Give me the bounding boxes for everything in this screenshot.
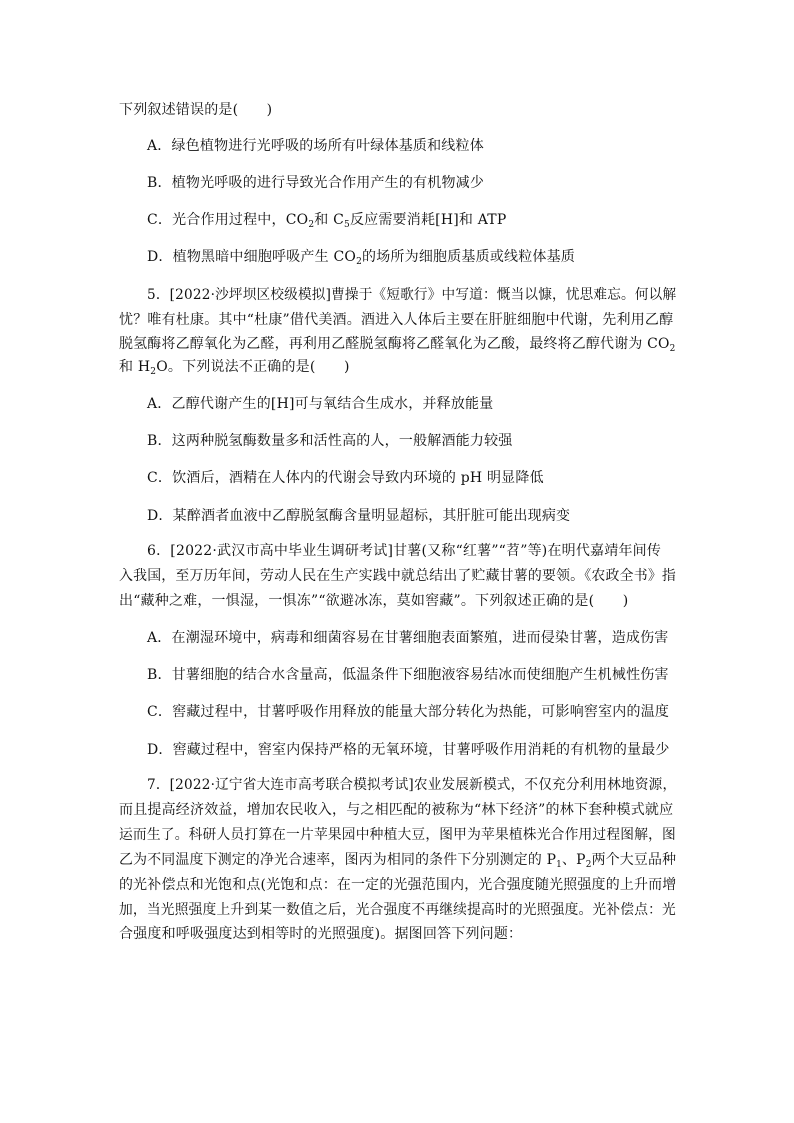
q5-stem-line4-sub: 2 bbox=[150, 367, 157, 377]
q5-stem-line1: 5．[2022·沙坪坝区校级模拟]曹操于《短歌行》中写道：慨当以慷，忧思难忘。何以解 bbox=[147, 287, 677, 303]
q4-option-d-text-2: 的场所为细胞质基质或线粒体基质 bbox=[362, 249, 576, 265]
q6-option-b: B．甘薯细胞的结合水含量高，低温条件下细胞液容易结冰而使细胞产生机械性伤害 bbox=[147, 667, 669, 683]
q5-stem-line3 bbox=[119, 335, 676, 353]
q6-stem-line1: 6．[2022·武汉市高中毕业生调研考试]甘薯(又称“红薯”“苕”等)在明代嘉靖年间传 bbox=[147, 543, 662, 559]
q4-option-d-sub: 2 bbox=[356, 257, 363, 267]
q5-stem-line4 bbox=[119, 358, 350, 376]
q4-option-d bbox=[147, 248, 575, 266]
q7-stem-line2: 而且提高经济效益，增加农民收入，与之相匹配的被称为“林下经济”的林下套种模式就应 bbox=[119, 802, 674, 818]
q4-option-c-text-3: 反应需要消耗[H]和 ATP bbox=[349, 212, 507, 228]
q4-option-d-text-1: D．植物黑暗中细胞呼吸产生 CO bbox=[147, 249, 357, 265]
q4-option-b: B．植物光呼吸的进行导致光合作用产生的有机物减少 bbox=[147, 175, 485, 191]
q6-option-d: D．窖藏过程中，窖室内保持严格的无氧环境，甘薯呼吸作用消耗的有机物的量最少 bbox=[147, 742, 670, 758]
q6-stem-line2: 入我国，至万历年间，劳动人民在生产实践中就总结出了贮藏甘薯的要领。《农政全书》指 bbox=[119, 568, 677, 584]
q7-stem-line4-text-2: 、P bbox=[562, 852, 586, 868]
q7-stem-line4-sub-2: 2 bbox=[585, 860, 592, 870]
q7-stem-line4-text-1: 乙为不同温度下测定的净光合速率，图丙为相同的条件下分别测定的 P bbox=[119, 852, 557, 868]
q5-stem-line3-sub: 2 bbox=[669, 344, 676, 354]
q5-option-a: A．乙醇代谢产生的[H]可与氧结合生成水，并释放能量 bbox=[147, 396, 494, 412]
q5-option-c: C．饮酒后，酒精在人体内的代谢会导致内环境的 pH 明显降低 bbox=[147, 470, 544, 486]
q6-option-c: C．窖藏过程中，甘薯呼吸作用释放的能量大部分转化为热能，可影响窖室内的温度 bbox=[147, 704, 670, 720]
q6-option-a: A．在潮湿环境中，病毒和细菌容易在甘薯细胞表面繁殖，进而侵染甘薯，造成伤害 bbox=[147, 630, 669, 646]
q7-stem-line1: 7．[2022·辽宁省大连市高考联合模拟考试]农业发展新模式，不仅充分利用林地资源， bbox=[147, 777, 677, 793]
q7-stem-line6: 加，当光照强度上升到某一数值之后，光合强度不再继续提高时的光照强度。光补偿点：光 bbox=[119, 902, 676, 918]
q5-stem-line4-text-2: O。下列说法不正确的是( ) bbox=[156, 359, 350, 375]
q4-option-c-sub-1: 2 bbox=[308, 220, 315, 230]
q5-stem-line2: 忧？唯有杜康。其中“杜康”借代美酒。酒进入人体后主要在肝脏细胞中代谢，先利用乙醇 bbox=[119, 312, 674, 328]
q5-stem-line3-text: 脱氢酶将乙醇氧化为乙醛，再利用乙醛脱氢酶将乙醛氧化为乙酸，最终将乙醇代谢为 CO bbox=[119, 336, 670, 352]
q5-option-b: B．这两种脱氢酶数量多和活性高的人，一般解酒能力较强 bbox=[147, 433, 513, 449]
q6-stem-line3: 出“藏种之难，一惧湿，一惧冻”“欲避冰冻，莫如窖藏”。下列叙述正确的是( ) bbox=[119, 593, 629, 609]
q5-stem-line4-text-1: 和 H bbox=[119, 359, 151, 375]
q4-option-c bbox=[147, 211, 506, 229]
q7-stem-line4-text-3: 两个大豆品种 bbox=[591, 852, 677, 868]
q7-stem-line3: 运而生了。科研人员打算在一片苹果园中种植大豆，图甲为苹果植株光合作用过程图解，图 bbox=[119, 827, 676, 843]
q4-option-c-sub-2: 5 bbox=[344, 220, 350, 230]
q4-option-a: A．绿色植物进行光呼吸的场所有叶绿体基质和线粒体 bbox=[147, 138, 484, 154]
q7-stem-line4-sub-1: 1 bbox=[556, 860, 563, 870]
question-stem-tail: 下列叙述错误的是( ) bbox=[119, 102, 273, 118]
q7-stem-line5: 的光补偿点和光饱和点(光饱和点：在一定的光强范围内，光合强度随光照强度的上升而增 bbox=[119, 877, 677, 893]
q4-option-c-text-1: C．光合作用过程中，CO bbox=[147, 212, 309, 228]
q5-option-d: D．某醉酒者血液中乙醇脱氢酶含量明显超标，其肝脏可能出现病变 bbox=[147, 508, 571, 524]
q7-stem-line7: 合强度和呼吸强度达到相等时的光照强度)。据图回答下列问题： bbox=[119, 926, 523, 942]
q7-stem-line4 bbox=[119, 851, 676, 869]
q4-option-c-text-2: 和 C bbox=[314, 212, 345, 228]
